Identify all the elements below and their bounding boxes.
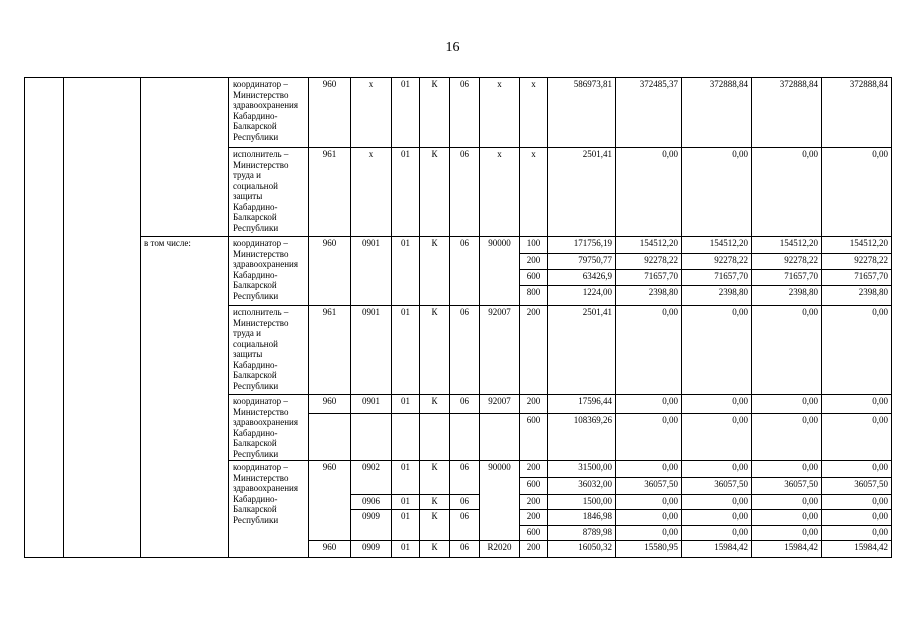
grbs-cell: 960 (309, 237, 351, 306)
value-cell: 154512,20 (682, 237, 752, 254)
value-cell: 71657,70 (682, 270, 752, 286)
value-cell: 0,00 (616, 461, 682, 478)
program-cell: 01 (392, 78, 420, 148)
executor-cell: координатор – Министерство здравоохранения Кабардино-Балкарской Республики (229, 395, 309, 461)
vr-cell: 100 (520, 237, 548, 254)
value-cell: 0,00 (822, 148, 892, 237)
value-cell: 92278,22 (822, 254, 892, 270)
vr-cell: 600 (520, 478, 548, 495)
program-cell: 06 (450, 237, 480, 306)
rzpr-cell: х (351, 148, 392, 237)
grbs-cell: 960 (309, 541, 351, 558)
value-cell: 71657,70 (616, 270, 682, 286)
value-cell: 0,00 (822, 510, 892, 526)
value-cell: 36057,50 (682, 478, 752, 495)
program-cell: 06 (450, 495, 480, 510)
program-cell: К (420, 395, 450, 414)
vr-cell: 200 (520, 306, 548, 395)
value-cell: 36057,50 (752, 478, 822, 495)
value-cell: 15984,42 (752, 541, 822, 558)
grbs-cell: 960 (309, 78, 351, 148)
value-cell: 0,00 (752, 526, 822, 541)
value-cell: 0,00 (822, 413, 892, 460)
budget-table (24, 77, 892, 558)
value-cell: 0,00 (616, 306, 682, 395)
empty-cell (450, 413, 480, 460)
grbs-cell: 960 (309, 461, 351, 541)
value-cell: 0,00 (752, 395, 822, 414)
empty-cell (480, 413, 520, 460)
value-cell: 16050,32 (548, 541, 616, 558)
value-cell: 0,00 (752, 148, 822, 237)
program-cell: 06 (450, 541, 480, 558)
value-cell: 0,00 (752, 510, 822, 526)
program-cell: 01 (392, 510, 420, 541)
value-cell: 36057,50 (822, 478, 892, 495)
program-cell: 06 (450, 78, 480, 148)
grbs-cell: 961 (309, 148, 351, 237)
value-cell: 2398,80 (682, 286, 752, 306)
vr-cell: х (520, 78, 548, 148)
page-number: 16 (445, 40, 460, 55)
value-cell: 71657,70 (752, 270, 822, 286)
value-cell: 15984,42 (682, 541, 752, 558)
program-cell: К (420, 306, 450, 395)
value-cell: 0,00 (682, 510, 752, 526)
program-cell: 06 (450, 306, 480, 395)
value-cell: 15580,95 (616, 541, 682, 558)
value-cell: 1224,00 (548, 286, 616, 306)
rzpr-cell: х (351, 78, 392, 148)
value-cell: 2398,80 (822, 286, 892, 306)
value-cell: 372888,84 (682, 78, 752, 148)
value-cell: 31500,00 (548, 461, 616, 478)
value-cell: 0,00 (616, 510, 682, 526)
program-cell: 92007 (480, 395, 520, 414)
rzpr-cell: 0901 (351, 306, 392, 395)
label-cell: в том числе: (141, 237, 229, 558)
executor-cell: исполнитель – Министерство труда и социальной защиты Кабардино-Балкарской Республики (229, 306, 309, 395)
value-cell: 171756,19 (548, 237, 616, 254)
value-cell: 0,00 (822, 395, 892, 414)
value-cell: 36057,50 (616, 478, 682, 495)
rzpr-cell: 0902 (351, 461, 392, 495)
value-cell: 0,00 (752, 413, 822, 460)
program-cell: 90000 (480, 237, 520, 306)
vr-cell: 200 (520, 541, 548, 558)
value-cell: 2501,41 (548, 148, 616, 237)
program-cell: 06 (450, 461, 480, 495)
program-cell: 01 (392, 541, 420, 558)
program-cell: К (420, 495, 450, 510)
rzpr-cell: 0906 (351, 495, 392, 510)
program-cell: 90000 (480, 461, 520, 541)
vr-cell: 200 (520, 461, 548, 478)
value-cell: 0,00 (616, 526, 682, 541)
value-cell: 0,00 (616, 413, 682, 460)
program-cell: х (480, 78, 520, 148)
empty-cell (141, 78, 229, 237)
value-cell: 1500,00 (548, 495, 616, 510)
value-cell: 15984,42 (822, 541, 892, 558)
value-cell: 0,00 (822, 306, 892, 395)
rzpr-cell: 0901 (351, 395, 392, 414)
value-cell: 0,00 (682, 526, 752, 541)
value-cell: 0,00 (822, 461, 892, 478)
value-cell: 17596,44 (548, 395, 616, 414)
vr-cell: 600 (520, 526, 548, 541)
value-cell: 2398,80 (752, 286, 822, 306)
table-row (25, 78, 892, 148)
program-cell: 06 (450, 148, 480, 237)
vr-cell: 600 (520, 270, 548, 286)
value-cell: 0,00 (682, 413, 752, 460)
value-cell: 154512,20 (752, 237, 822, 254)
value-cell: 0,00 (752, 306, 822, 395)
vr-cell: 200 (520, 495, 548, 510)
rzpr-cell: 0909 (351, 541, 392, 558)
value-cell: 79750,77 (548, 254, 616, 270)
value-cell: 0,00 (752, 495, 822, 510)
value-cell: 372888,84 (822, 78, 892, 148)
empty-cell (351, 413, 392, 460)
program-cell: К (420, 148, 450, 237)
value-cell: 108369,26 (548, 413, 616, 460)
program-cell: 01 (392, 461, 420, 495)
value-cell: 0,00 (682, 395, 752, 414)
table-row (25, 237, 892, 254)
vr-cell: 200 (520, 395, 548, 414)
value-cell: 36032,00 (548, 478, 616, 495)
value-cell: 0,00 (822, 495, 892, 510)
vr-cell: 200 (520, 510, 548, 526)
program-cell: 06 (450, 395, 480, 414)
executor-cell: исполнитель – Министерство труда и социальной защиты Кабардино-Балкарской Республики (229, 148, 309, 237)
value-cell: 1846,98 (548, 510, 616, 526)
grbs-cell: 961 (309, 306, 351, 395)
rzpr-cell: 0909 (351, 510, 392, 541)
program-cell: R2020 (480, 541, 520, 558)
program-cell: х (480, 148, 520, 237)
program-cell: К (420, 541, 450, 558)
program-cell: 06 (450, 510, 480, 541)
executor-cell: координатор – Министерство здравоохранения Кабардино-Балкарской Республики (229, 237, 309, 306)
empty-cell (392, 413, 420, 460)
empty-cell (309, 413, 351, 460)
program-cell: К (420, 78, 450, 148)
value-cell: 0,00 (822, 526, 892, 541)
vr-cell: 600 (520, 413, 548, 460)
vr-cell: х (520, 148, 548, 237)
empty-cell (420, 413, 450, 460)
value-cell: 0,00 (616, 495, 682, 510)
program-cell: К (420, 237, 450, 306)
value-cell: 0,00 (616, 395, 682, 414)
program-cell: 01 (392, 395, 420, 414)
program-cell: К (420, 510, 450, 541)
value-cell: 2501,41 (548, 306, 616, 395)
value-cell: 586973,81 (548, 78, 616, 148)
value-cell: 372888,84 (752, 78, 822, 148)
value-cell: 92278,22 (752, 254, 822, 270)
value-cell: 63426,9 (548, 270, 616, 286)
value-cell: 154512,20 (616, 237, 682, 254)
value-cell: 372485,37 (616, 78, 682, 148)
program-cell: 92007 (480, 306, 520, 395)
value-cell: 2398,80 (616, 286, 682, 306)
executor-cell: координатор – Министерство здравоохранения Кабардино-Балкарской Республики (229, 78, 309, 148)
empty-cell (25, 78, 64, 558)
program-cell: 01 (392, 306, 420, 395)
value-cell: 154512,20 (822, 237, 892, 254)
value-cell: 0,00 (682, 461, 752, 478)
value-cell: 0,00 (752, 461, 822, 478)
value-cell: 71657,70 (822, 270, 892, 286)
value-cell: 92278,22 (616, 254, 682, 270)
vr-cell: 200 (520, 254, 548, 270)
vr-cell: 800 (520, 286, 548, 306)
program-cell: 01 (392, 237, 420, 306)
grbs-cell: 960 (309, 395, 351, 414)
program-cell: 01 (392, 495, 420, 510)
value-cell: 0,00 (682, 495, 752, 510)
value-cell: 0,00 (616, 148, 682, 237)
value-cell: 0,00 (682, 148, 752, 237)
value-cell: 8789,98 (548, 526, 616, 541)
value-cell: 0,00 (682, 306, 752, 395)
program-cell: 01 (392, 148, 420, 237)
executor-cell: координатор – Министерство здравоохранения Кабардино-Балкарской Республики (229, 461, 309, 558)
rzpr-cell: 0901 (351, 237, 392, 306)
program-cell: К (420, 461, 450, 495)
value-cell: 92278,22 (682, 254, 752, 270)
empty-cell (64, 78, 141, 558)
